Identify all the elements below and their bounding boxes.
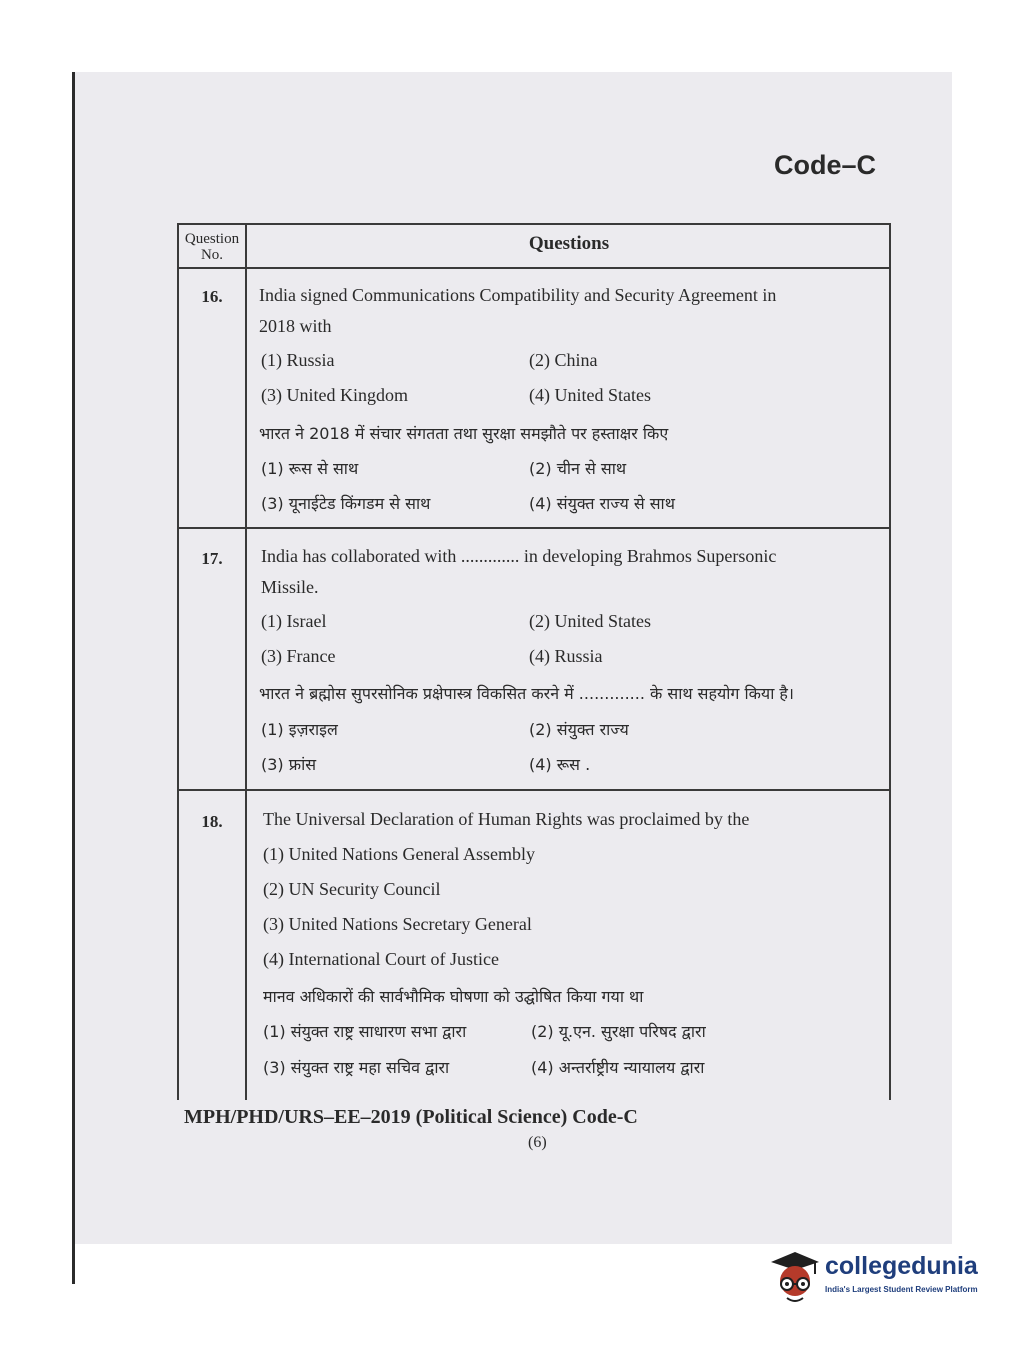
option-3: (3) United Kingdom bbox=[261, 385, 408, 405]
header-question-no: Question No. bbox=[184, 231, 240, 263]
question-number-16: 16. bbox=[201, 287, 223, 306]
column-divider bbox=[245, 225, 247, 1100]
option-3: (3) France bbox=[261, 646, 336, 666]
hindi-option-3: (3) फ्रांस bbox=[261, 755, 317, 774]
question-table bbox=[177, 223, 891, 1100]
hindi-option-2: (2) संयुक्त राज्य bbox=[529, 720, 629, 739]
logo-tagline: India's Largest Student Review Platform bbox=[825, 1285, 978, 1294]
row-divider bbox=[179, 527, 889, 529]
question-number-18: 18. bbox=[201, 812, 223, 831]
student-mascot-icon bbox=[765, 1248, 823, 1308]
hindi-option-4: (4) अन्तर्राष्ट्रीय न्यायालय द्वारा bbox=[531, 1058, 705, 1077]
hindi-option-1: (1) रूस से साथ bbox=[261, 459, 359, 478]
question-stem: 2018 with bbox=[259, 316, 332, 336]
collegedunia-logo[interactable] bbox=[765, 1248, 995, 1308]
logo-name: collegedunia bbox=[825, 1252, 978, 1280]
option-1: (1) United Nations General Assembly bbox=[263, 844, 535, 864]
option-4: (4) Russia bbox=[529, 646, 603, 666]
hindi-option-2: (2) चीन से साथ bbox=[529, 459, 627, 478]
row-divider bbox=[179, 789, 889, 791]
option-2: (2) China bbox=[529, 350, 598, 370]
hindi-option-2: (2) यू.एन. सुरक्षा परिषद द्वारा bbox=[531, 1022, 706, 1041]
hindi-stem: भारत ने ब्रह्मोस सुपरसोनिक प्रक्षेपास्त्र विकसित करने में ............. के साथ सहयोग किया है। bbox=[259, 684, 794, 703]
hindi-option-1: (1) इज़राइल bbox=[261, 720, 338, 739]
option-4: (4) United States bbox=[529, 385, 651, 405]
hindi-stem: भारत ने 2018 में संचार संगतता तथा सुरक्षा समझौते पर हस्ताक्षर किए bbox=[259, 424, 669, 443]
code-label: Code–C bbox=[774, 150, 877, 180]
option-2: (2) UN Security Council bbox=[263, 879, 441, 899]
paper-footer: MPH/PHD/URS–EE–2019 (Political Science) Code-C bbox=[184, 1106, 638, 1128]
option-1: (1) Russia bbox=[261, 350, 335, 370]
question-stem: Missile. bbox=[261, 577, 319, 597]
scan-edge bbox=[72, 72, 75, 1284]
option-4: (4) International Court of Justice bbox=[263, 949, 499, 969]
question-stem: The Universal Declaration of Human Rights was proclaimed by the bbox=[263, 809, 750, 829]
hindi-option-1: (1) संयुक्त राष्ट्र साधारण सभा द्वारा bbox=[263, 1022, 467, 1041]
page-number: (6) bbox=[528, 1134, 547, 1151]
hindi-option-3: (3) संयुक्त राष्ट्र महा सचिव द्वारा bbox=[263, 1058, 450, 1077]
hindi-option-4: (4) रूस . bbox=[529, 755, 591, 774]
question-stem: India signed Communications Compatibility and Security Agreement in bbox=[259, 285, 777, 305]
question-number-17: 17. bbox=[201, 549, 223, 568]
option-2: (2) United States bbox=[529, 611, 651, 631]
hindi-option-3: (3) यूनाईटेड किंगडम से साथ bbox=[261, 494, 431, 513]
option-3: (3) United Nations Secretary General bbox=[263, 914, 532, 934]
header-divider bbox=[179, 267, 889, 269]
hindi-option-4: (4) संयुक्त राज्य से साथ bbox=[529, 494, 675, 513]
header-questions: Questions bbox=[528, 233, 610, 254]
option-1: (1) Israel bbox=[261, 611, 327, 631]
question-stem: India has collaborated with ............. in developing Brahmos Supersonic bbox=[261, 546, 777, 566]
hindi-stem: मानव अधिकारों की सार्वभौमिक घोषणा को उद्घोषित किया गया था bbox=[263, 987, 644, 1006]
